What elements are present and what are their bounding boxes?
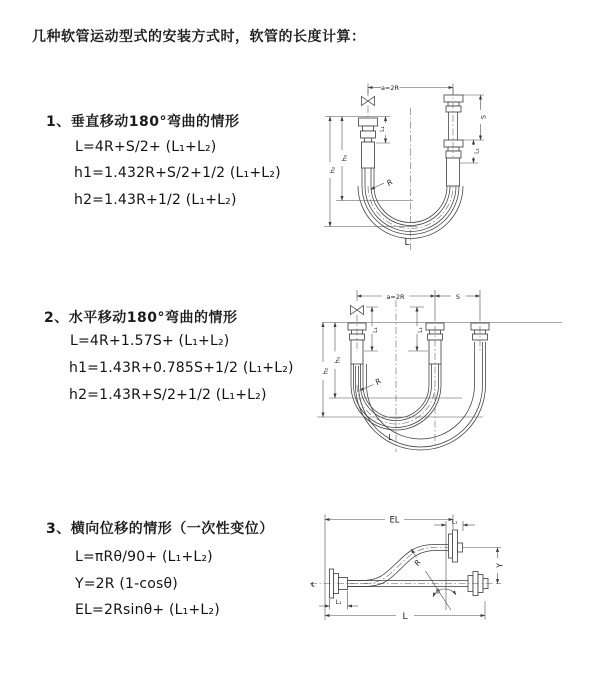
hose-s-curve bbox=[310, 530, 495, 598]
braided-hose-section bbox=[447, 158, 460, 186]
dim-label-h1: h₁ bbox=[333, 356, 342, 364]
section-3-formula-L: L=πRθ/90+ (L₁+L₂) bbox=[75, 549, 213, 565]
hose-u-shapes bbox=[322, 300, 562, 452]
section-2-heading: 2、水平移动180°弯曲的情形 bbox=[44, 310, 238, 326]
braided-hose-section bbox=[362, 142, 375, 168]
dim-label-h2: h₂ bbox=[328, 166, 337, 174]
valve-icon bbox=[362, 97, 375, 106]
dim-label-s: S bbox=[479, 114, 488, 120]
dim-label-y: Y bbox=[495, 563, 505, 568]
dimension-lines bbox=[319, 515, 505, 623]
length-label: L bbox=[388, 433, 393, 442]
dimension-lines bbox=[324, 84, 488, 249]
dim-label-l1-mid: L₁ bbox=[417, 327, 424, 333]
dim-label-el: EL bbox=[389, 515, 400, 526]
length-label: L bbox=[402, 612, 408, 622]
dim-label-l1-right: L₁ bbox=[473, 148, 481, 154]
dimension-lines bbox=[317, 290, 483, 442]
section-2-formula-h2: h2=1.43R+S/2+1/2 (L₁+L₂) bbox=[69, 387, 267, 403]
section-3-formula-Y: Y=2R (1-cosθ) bbox=[75, 576, 178, 592]
section-1-formula-h1: h1=1.432R+S/2+1/2 (L₁+L₂) bbox=[74, 165, 281, 181]
centerline-symbol: ℄ bbox=[311, 581, 315, 589]
radius-label: R bbox=[384, 177, 395, 188]
dim-label-a2r: a=2R bbox=[380, 84, 400, 92]
dim-label-h1: h₁ bbox=[340, 154, 349, 162]
dim-label-s: S bbox=[455, 292, 461, 301]
hose-u-shape bbox=[358, 88, 463, 250]
radius-label: R bbox=[412, 557, 423, 568]
valve-icon bbox=[351, 306, 364, 315]
diagram-horizontal-180-bend bbox=[312, 283, 598, 458]
dim-label-a2r: a=2R bbox=[386, 292, 405, 301]
radius-label: R bbox=[373, 376, 383, 387]
diagram-vertical-180-bend bbox=[315, 72, 587, 258]
section-1-heading: 1、垂直移动180°弯曲的情形 bbox=[46, 114, 240, 130]
dim-label-h2: h₂ bbox=[321, 367, 330, 375]
dim-label-l1-top: L₁ bbox=[451, 518, 458, 526]
section-2-formula-L: L=4R+1.57S+ (L₁+L₂) bbox=[70, 333, 230, 349]
section-3-heading: 3、横向位移的情形（一次性变位） bbox=[46, 521, 274, 537]
section-1-formula-h2: h2=1.43R+1/2 (L₁+L₂) bbox=[74, 192, 237, 208]
section-2-formula-h1: h1=1.43R+0.785S+1/2 (L₁+L₂) bbox=[69, 360, 294, 376]
section-1-formula-L: L=4R+S/2+ (L₁+L₂) bbox=[75, 139, 217, 155]
dim-label-l1-left: L₁ bbox=[379, 126, 386, 132]
diagram-lateral-displacement bbox=[305, 505, 600, 650]
page-title: 几种软管运动型式的安装方式时，软管的长度计算： bbox=[32, 29, 366, 45]
length-label: L bbox=[404, 238, 410, 248]
dim-label-l1-bottom: L₁ bbox=[335, 599, 342, 606]
section-3-formula-EL: EL=2Rsinθ+ (L₁+L₂) bbox=[75, 602, 220, 618]
dim-label-l1-left: L₁ bbox=[372, 327, 379, 333]
angle-label: θ bbox=[436, 588, 440, 596]
